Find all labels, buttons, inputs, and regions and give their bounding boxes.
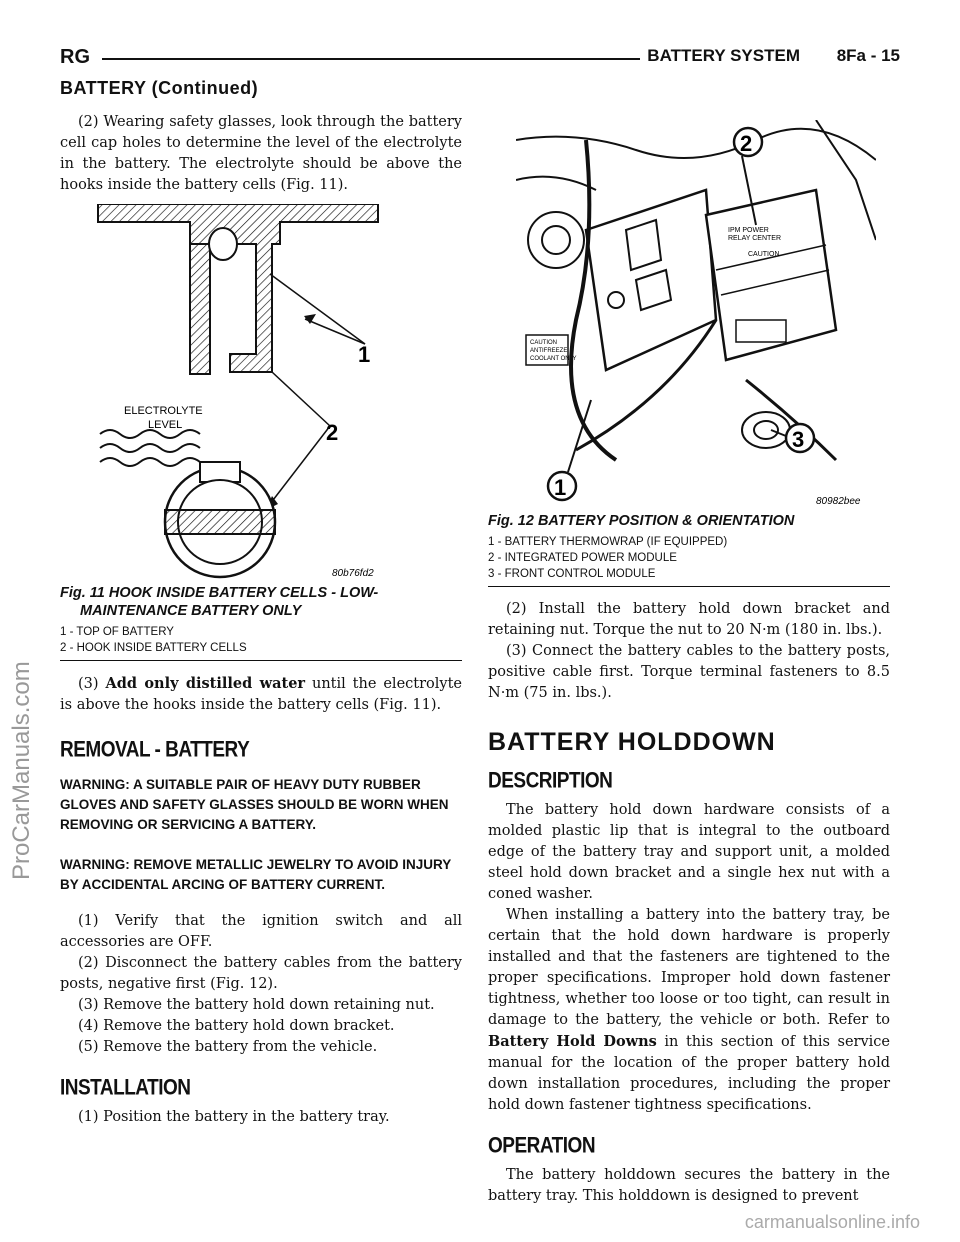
page-header xyxy=(60,40,900,80)
removal-step: (4) Remove the battery hold down bracket. xyxy=(78,1018,395,1034)
header-rule xyxy=(102,58,640,60)
header-section-title: BATTERY SYSTEM xyxy=(647,46,800,65)
fig12-rule xyxy=(488,586,890,587)
fig11-callout-2: 2 xyxy=(326,420,339,445)
add-water-step: (3) Add only distilled water until the electrolyte is above the hooks inside the battery cells (Fig. 11). xyxy=(60,675,462,713)
fig12-id: 80982bee xyxy=(816,496,861,507)
fig12-label-coolant-3: COOLANT ONLY xyxy=(530,356,577,362)
check-electrolyte-step: (2) Wearing safety glasses, look through the battery cell cap holes to determine the level of the electrolyte in the battery. The electrolyte should be above the hooks inside the battery cells (Fig. 11). xyxy=(60,114,462,193)
fig12-label-ipm-1: IPM POWER xyxy=(728,227,769,234)
fig12-illustration xyxy=(516,120,876,510)
fig12-title: Fig. 12 BATTERY POSITION & ORIENTATION xyxy=(488,513,795,529)
fig11-title-line-1: Fig. 11 HOOK INSIDE BATTERY CELLS - LOW- xyxy=(60,585,379,601)
fig11-illustration xyxy=(60,204,462,584)
right-column xyxy=(488,120,890,1207)
fig12-label-coolant-2: ANTIFREEZE xyxy=(530,348,568,354)
description-heading: DESCRIPTION xyxy=(488,769,613,794)
description-paragraph-1: The battery hold down hardware consists of a molded plastic lip that is integral to the outboard edge of the battery tray and support unit, a molded steel hold down bracket and a single hex nut with a coned washer. xyxy=(488,802,890,902)
fig12-legend-item: 2 - INTEGRATED POWER MODULE xyxy=(488,552,677,564)
installation-heading: INSTALLATION xyxy=(60,1076,191,1101)
fig11-id: 80b76fd2 xyxy=(332,568,374,579)
removal-step: (3) Remove the battery hold down retaining nut. xyxy=(78,997,435,1013)
fig12-callout-3: 3 xyxy=(792,427,805,452)
header-model-code: RG xyxy=(60,46,90,68)
operation-paragraph-1: The battery holddown secures the battery in the battery tray. This holddown is designed to prevent xyxy=(488,1167,890,1204)
install-step-1: (1) Position the battery in the battery tray. xyxy=(78,1109,390,1125)
fig11-rule xyxy=(60,660,462,661)
fig12-callout-1: 1 xyxy=(554,475,567,500)
fig12-legend xyxy=(488,534,890,582)
description-paragraph-2: When installing a battery into the battery tray, be certain that the hold down hardware is properly installed and that the fasteners are tightened to the proper specifications. Improper hold down fastener tightness, whether too loose or too tight, can result in damage to the battery, the vehicle or both. Refer to Battery Hold Downs in this section of this service manual for the location of the proper battery hold down installation procedures, including the proper hold down fastener tightness specifications. xyxy=(488,907,890,1113)
install-step-3: (3) Connect the battery cables to the battery posts, positive cable first. Torque terminal fasteners to 8.5 N·m (75 in. lbs.). xyxy=(488,643,890,701)
fig11-figure xyxy=(60,204,462,584)
fig11-label-level: LEVEL xyxy=(148,419,183,431)
fig12-legend-item: 1 - BATTERY THERMOWRAP (IF EQUIPPED) xyxy=(488,536,728,548)
continued-title: BATTERY (Continued) xyxy=(60,78,259,98)
warning-jewelry: WARNING: REMOVE METALLIC JEWELRY TO AVOID INJURY BY ACCIDENTAL ARCING OF BATTERY CURRENT. xyxy=(60,857,452,892)
fig12-legend-item: 3 - FRONT CONTROL MODULE xyxy=(488,568,656,580)
fig11-callout-1: 1 xyxy=(358,342,371,367)
left-column xyxy=(60,112,462,1128)
footer-watermark: carmanualsonline.info xyxy=(744,1212,920,1232)
removal-step: (5) Remove the battery from the vehicle. xyxy=(78,1039,378,1055)
battery-holddown-heading: BATTERY HOLDDOWN xyxy=(488,728,776,756)
header-page-number: 8Fa - 15 xyxy=(836,46,900,65)
fig11-label-electrolyte: ELECTROLYTE xyxy=(124,405,203,417)
removal-step: (2) Disconnect the battery cables from the battery posts, negative first (Fig. 12). xyxy=(60,955,462,992)
fig11-legend-item: 2 - HOOK INSIDE BATTERY CELLS xyxy=(60,642,247,654)
fig11-legend-item: 1 - TOP OF BATTERY xyxy=(60,626,174,638)
fig11-legend xyxy=(60,624,462,656)
removal-step: (1) Verify that the ignition switch and all accessories are OFF. xyxy=(60,913,462,950)
fig11-title-line-2: MAINTENANCE BATTERY ONLY xyxy=(80,603,302,619)
side-watermark: ProCarManuals.com xyxy=(8,661,35,880)
warning-gloves: WARNING: A SUITABLE PAIR OF HEAVY DUTY RUBBER GLOVES AND SAFETY GLASSES SHOULD BE WORN WHEN REMOVING OR SERVICING A BATTERY. xyxy=(60,777,449,832)
removal-steps xyxy=(60,911,462,1058)
fig12-label-coolant-1: CAUTION xyxy=(530,340,557,346)
fig12-label-caution: CAUTION xyxy=(748,251,780,258)
install-step-2: (2) Install the battery hold down bracket and retaining nut. Torque the nut to 20 N·m (180 in. lbs.). xyxy=(488,601,890,638)
fig12-label-ipm-2: RELAY CENTER xyxy=(728,235,782,242)
fig12-callout-2: 2 xyxy=(740,131,753,156)
operation-heading: OPERATION xyxy=(488,1134,596,1159)
fig12-figure xyxy=(516,120,876,510)
removal-heading: REMOVAL - BATTERY xyxy=(60,738,250,763)
